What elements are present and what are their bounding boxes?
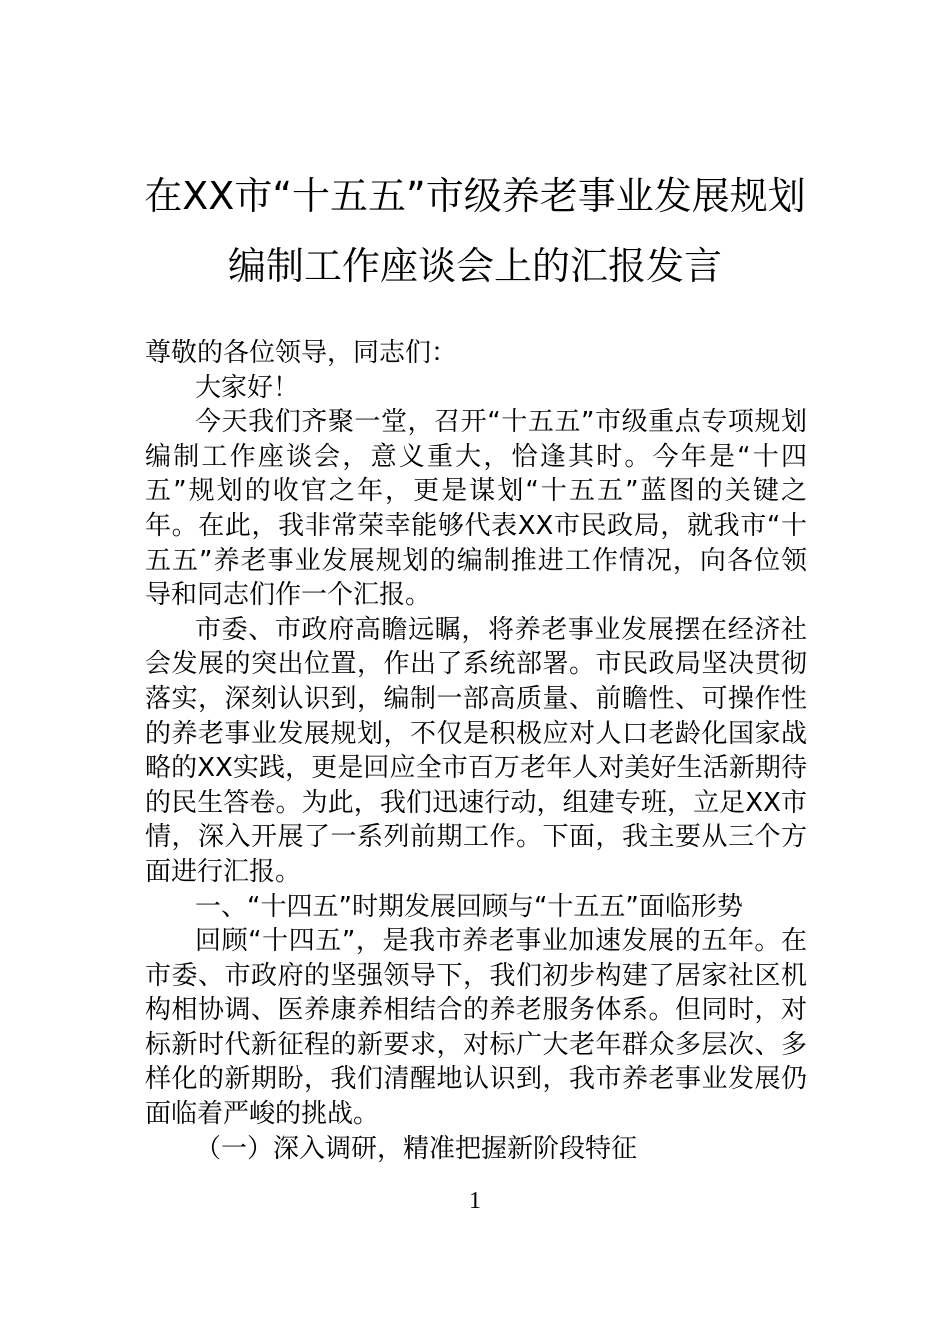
document-body [145,336,807,1166]
body-paragraph: 今天我们齐聚一堂，召开“十五五”市级重点专项规划编制工作座谈会，意义重大，恰逢其时。今年是“十四五”规划的收官之年，更是谋划“十五五”蓝图的关键之年。在此，我非常荣幸能够代表XX市民政局，就我市“十五五”养老事业发展规划的编制推进工作情况，向各位领导和同志们作一个汇报。 [145,407,807,611]
greeting-paragraph: 大家好！ [195,372,300,403]
document-title-line-1: 在XX市“十五五”市级养老事业发展规划 [144,174,806,218]
section-heading: 一、“十四五”时期发展回顾与“十五五”面临形势 [195,891,743,922]
page-number: 1 [469,1188,481,1214]
salutation: 尊敬的各位领导，同志们： [145,338,458,368]
subsection-heading: （一）深入调研，精准把握新阶段特征 [195,1133,638,1164]
body-paragraph: 市委、市政府高瞻远瞩，将养老事业发展摆在经济社会发展的突出位置，作出了系统部署。市民政局坚决贯彻落实，深刻认识到，编制一部高质量、前瞻性、可操作性的养老事业发展规划，不仅是积极应对人口老龄化国家战略的XX实践，更是回应全市百万老年人对美好生活新期待的民生答卷。为此，我们迅速行动，组建专班，立足XX市情，深入开展了一系列前期工作。下面，我主要从三个方面进行汇报。 [145,614,807,887]
document-title-line-2: 编制工作座谈会上的汇报发言 [227,244,722,288]
body-paragraph: 回顾“十四五”，是我市养老事业加速发展的五年。在市委、市政府的坚强领导下，我们初步构建了居家社区机构相协调、医养康养相结合的养老服务体系。但同时，对标新时代新征程的新要求，对标广大老年群众多层次、多样化的新期盼，我们清醒地认识到，我市养老事业发展仍面临着严峻的挑战。 [145,926,807,1130]
